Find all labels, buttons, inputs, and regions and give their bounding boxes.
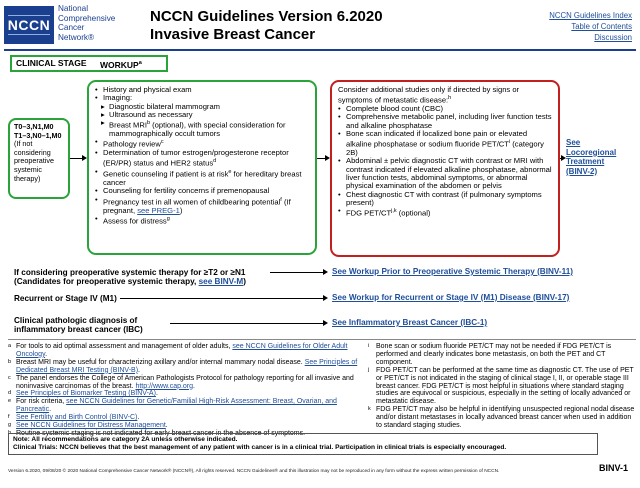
workup-item-text (103, 168, 309, 187)
study-item (338, 157, 552, 190)
footnote-mark: f (8, 414, 10, 421)
footnote-mark: g (8, 422, 12, 429)
footnote-mark: c (8, 374, 11, 381)
text-part: Consider additional studies only if directed by signs or symptoms of metastatic disease: (338, 85, 520, 105)
page-title: NCCN Guidelines Version 6.2020 (150, 8, 383, 25)
study-item-text (346, 207, 552, 218)
workup-item (95, 119, 309, 138)
condition-line: systemic (14, 164, 42, 174)
connector-arrow (323, 269, 328, 275)
footnote-text (16, 398, 364, 414)
link-line[interactable]: Treatment (566, 157, 605, 167)
text-part: ) (243, 277, 246, 287)
header-divider (4, 49, 636, 51)
condition-line: T0–3,N1,M0 (14, 122, 54, 131)
connector-line (120, 298, 324, 299)
footnote-ref: f (280, 196, 282, 203)
text-part: Pregnancy test in all women of childbearing potential (103, 197, 281, 207)
footnote-text: Bone scan or sodium fluoride PET/CT may not be needed if FDG PET/CT is performed and clearly indicates bone metastasis, on both the PET and CT component. (376, 343, 612, 366)
condition-line: considering (14, 147, 51, 157)
bullet-icon: • (95, 194, 98, 204)
footnote-mark: a (8, 343, 12, 349)
link-line[interactable]: (BINV-2) (566, 166, 598, 176)
top-nav-links (549, 10, 632, 43)
bullet-icon: • (95, 148, 98, 158)
page-subtitle: Invasive Breast Cancer (150, 26, 316, 43)
row-label-line: inflammatory breast cancer (IBC) (14, 325, 143, 335)
footnote (368, 406, 636, 430)
binv-m-link[interactable]: see BINV-M (198, 277, 244, 287)
condition-line: preoperative (14, 156, 54, 166)
bullet-icon: • (338, 129, 341, 139)
footnote-text (16, 375, 364, 391)
footnote-text: FDG PET/CT can be performed at the same time as diagnostic CT. The use of PET or PET/CT is not indicated in the staging of clinical stage I, II, or operable stage III breast cancer. FDG PET/CT is most helpful in situations where standard staging studies are equivocal or suspicious, especially in the setting of locally advanced or metastatic disease. (376, 366, 634, 406)
table-of-contents-link[interactable]: Table of Contents (571, 22, 632, 31)
footnote (8, 375, 364, 391)
recurrent-row-label: Recurrent or Stage IV (M1) (14, 294, 117, 303)
workup-item-text (103, 215, 309, 226)
bullet-icon: • (95, 93, 98, 103)
workup-box (87, 80, 317, 255)
text-part: For tools to aid optimal assessment and management of older adults, (16, 343, 233, 350)
footnote-mark: h (8, 429, 12, 436)
condition-line: therapy) (14, 173, 41, 183)
text-part: The panel endorses the College of American Pathologists Protocol for pathology reporting for all invasive and noninvasive carcinomas of the breast. (16, 374, 354, 390)
text-part: (category 2B) (346, 139, 544, 158)
row-label-line (14, 277, 324, 286)
text-part: ) (179, 205, 183, 215)
logo-line: National (58, 4, 89, 13)
text-part: For risk criteria, (16, 398, 67, 406)
footnote-mark: i (368, 343, 370, 349)
footnote-mark: j (368, 366, 370, 373)
logo-text (58, 4, 115, 42)
study-item-text: Complete blood count (CBC) (346, 104, 444, 114)
page-id: BINV-1 (598, 463, 628, 473)
row-label-line: Clinical pathologic diagnosis of (14, 316, 138, 325)
text-part: (Candidates for preoperative systemic therapy, (14, 277, 199, 287)
ibc-row-label (14, 316, 214, 335)
footnote-text (16, 359, 364, 375)
arrow-bullet-icon: ▸ (101, 101, 105, 111)
workup-item (95, 111, 309, 119)
text-part: Genetic counseling if patient is at risk (103, 169, 229, 179)
logo-mark-text: NCCN (7, 17, 51, 33)
footnote-link[interactable]: See Fertility and Birth Control (BINV-C) (16, 414, 138, 422)
link-line[interactable]: See (566, 138, 581, 147)
footnote-mark: k (368, 406, 371, 413)
footnote-ref: e (228, 169, 232, 176)
text-part: (If pregnant, (103, 197, 291, 215)
footnote-ref: h (448, 95, 452, 102)
study-item (338, 130, 552, 157)
footnote (8, 422, 364, 430)
footnote (368, 343, 636, 367)
bullet-icon: • (95, 85, 98, 94)
text-part: (optional), with special consideration for mammographically occult tumors (109, 120, 286, 139)
workup-preoperative-link[interactable]: See Workup Prior to Preoperative Systemic Therapy (BINV-11) (332, 267, 574, 276)
text-part: . (45, 350, 48, 358)
footnote-text: FDG PET/CT may also be helpful in identifying unsuspected regional nodal disease and/or distant metastases in locally advanced breast cancer when used in addition to standard staging studies. (376, 406, 635, 430)
footnote-ref: b (146, 120, 151, 127)
note-line: Note: All recommendations are category 2A unless otherwise indicated. (13, 436, 238, 443)
footnote-text (16, 414, 364, 422)
connector-line (270, 272, 324, 273)
additional-studies-intro (338, 86, 552, 105)
footnote-link[interactable]: see NCCN Guidelines for Genetic/Familial High-Risk Assessment: Breast, Ovarian, and Pancreatic (16, 398, 337, 414)
study-item (338, 113, 552, 130)
workup-item-text: History and physical exam (103, 85, 192, 94)
logo-line: Network® (58, 32, 95, 42)
additional-studies-box (330, 80, 560, 257)
text-part: . (49, 406, 52, 414)
study-item (338, 191, 552, 208)
footnote-link[interactable]: http://www.cap.org (135, 382, 194, 390)
bullet-icon: • (338, 104, 341, 114)
connector-line (170, 323, 324, 324)
locoregional-treatment-link[interactable] (566, 138, 616, 176)
workup-item-text: Imaging: (103, 93, 133, 103)
version-footer: Version 6.2020, 09/08/20 © 2020 National Comprehensive Cancer Network® (NCCN®), All rights reserved. NCCN Guidelines® and this illustration may not be reproduced in any form without the express written permission of NCCN. (8, 469, 500, 474)
bullet-icon: • (95, 167, 98, 177)
workup-label-text: WORKUP (100, 59, 139, 70)
preoperative-row-label (14, 268, 324, 287)
footnote-link[interactable]: see NCCN Guidelines for Older Adult Oncology (16, 343, 348, 358)
workup-label (100, 57, 142, 72)
footnotes-right (368, 343, 636, 430)
note-line: Clinical Trials: NCCN believes that the best management of any patient with cancer is in a clinical trial. Participation in clinical trials is especially encouraged. (13, 444, 507, 452)
footnote-ref: j,k (391, 208, 397, 215)
footnote-mark: b (8, 358, 12, 365)
text-part: Assess for distress (103, 216, 167, 226)
workup-item-text (103, 196, 309, 215)
bullet-icon: • (338, 206, 341, 216)
footnote-text (16, 390, 364, 398)
condition-line: (If not (14, 139, 33, 149)
footnote (368, 367, 636, 407)
workup-item (95, 187, 309, 195)
bullet-icon: • (338, 112, 341, 122)
footnote (8, 414, 364, 422)
workup-item-text (103, 149, 309, 168)
text-part: . (165, 422, 168, 430)
bullet-icon: • (338, 189, 341, 199)
bullet-icon: • (338, 156, 341, 166)
text-part: for hereditary breast cancer (103, 169, 302, 188)
footnote-mark: d (8, 390, 12, 397)
footnote-ref: d (213, 158, 217, 165)
footnote-link[interactable]: See Principles of Dedicated Breast MRI Testing (BINV-B) (16, 358, 358, 374)
text-part: Bone scan indicated if localized bone pain or elevated alkaline phosphatase or sodium fluoride PET/CT (346, 129, 528, 149)
study-item-text: Chest diagnostic CT with contrast (if pulmonary symptoms present) (346, 189, 542, 207)
connector-arrow (323, 295, 328, 301)
footnote-text (16, 422, 364, 430)
footnote-text (16, 343, 364, 359)
workup-item (95, 215, 309, 226)
bullet-icon: • (95, 137, 98, 147)
discussion-link[interactable]: Discussion (594, 33, 632, 42)
condition-box (8, 118, 70, 199)
connector-arrow (323, 320, 328, 326)
condition-line: T1–3,N0–1,M0 (14, 130, 62, 140)
logo-line: Comprehensive (58, 13, 116, 23)
text-part: Pathology review (103, 139, 161, 149)
text-part: Determination of tumor estrogen/progesterone receptor (ER/PR) status and HER2 status (103, 148, 289, 168)
footnote-mark: e (8, 398, 12, 405)
workup-sup: a (138, 60, 142, 66)
study-item-text: Abdominal ± pelvic diagnostic CT with contrast or MRI with contrast indicated if elevated alkaline phosphatase, abnormal liver function tests, abdominal symptoms, or abnormal physical examination of the abdomen or pelvis (346, 156, 552, 191)
footnote-ref: c (160, 139, 164, 146)
text-part: . (193, 382, 195, 390)
workup-item (95, 149, 309, 168)
text-part: . (137, 414, 140, 422)
footnote (8, 343, 364, 359)
workup-item-text: Ultrasound as necessary (109, 109, 193, 119)
link-line[interactable]: Locoregional (566, 147, 617, 157)
workup-item-text: Diagnostic bilateral mammogram (109, 101, 220, 111)
note-box (8, 433, 598, 455)
ibc-link[interactable]: See Inflammatory Breast Cancer (IBC-1) (332, 318, 488, 327)
bullet-icon: • (95, 213, 98, 223)
footnote-ref: g (166, 215, 170, 222)
arrow-bullet-icon: ▸ (101, 109, 105, 119)
text-part: (optional) (396, 208, 431, 218)
stage-header-box (10, 55, 168, 72)
footnote-text: Routine systemic staging is not indicated for early breast cancer in the absence of symptoms. (16, 429, 306, 437)
workup-item (95, 168, 309, 187)
study-item-text: Comprehensive metabolic panel, including liver function tests and alkaline phosphatase (346, 112, 552, 130)
logo-line: Cancer (58, 23, 85, 33)
nccn-logo (4, 6, 54, 44)
text-part: Breast MRI (109, 120, 147, 130)
footnote (8, 398, 364, 414)
row-label-line: If considering preoperative systemic therapy for ≥T2 or ≥N1 (14, 268, 246, 277)
text-part: Breast MRI may be useful for characterizing axillary and/or internal mammary nodal disease. (16, 358, 305, 366)
arrow-bullet-icon: ▸ (101, 118, 105, 128)
text-part: FDG PET/CT (346, 208, 392, 218)
preg-1-link[interactable]: see PREG-1 (137, 205, 180, 215)
study-item-text (346, 130, 552, 157)
footnote-link[interactable]: See NCCN Guidelines for Distress Management (16, 422, 166, 430)
text-part: . (138, 366, 140, 374)
guidelines-index-link[interactable]: NCCN Guidelines Index (549, 11, 632, 20)
workup-item-text: Counseling for fertility concerns if premenopausal (103, 186, 270, 196)
workup-recurrent-link[interactable]: See Workup for Recurrent or Stage IV (M1) Disease (BINV-17) (332, 293, 570, 302)
study-item (338, 207, 552, 218)
clinical-stage-label: CLINICAL STAGE (16, 58, 87, 68)
footnote-link[interactable]: See Principles of Biomarker Testing (BINV-A) (16, 390, 156, 398)
bullet-icon: • (95, 186, 98, 196)
footnotes-left (8, 343, 364, 438)
workup-item (95, 196, 309, 215)
workup-item-text (109, 119, 309, 138)
text-part: . (155, 390, 158, 398)
footnote (8, 390, 364, 398)
footnote-ref: i (508, 139, 511, 146)
footnote-divider (8, 339, 636, 340)
footnote (8, 359, 364, 375)
